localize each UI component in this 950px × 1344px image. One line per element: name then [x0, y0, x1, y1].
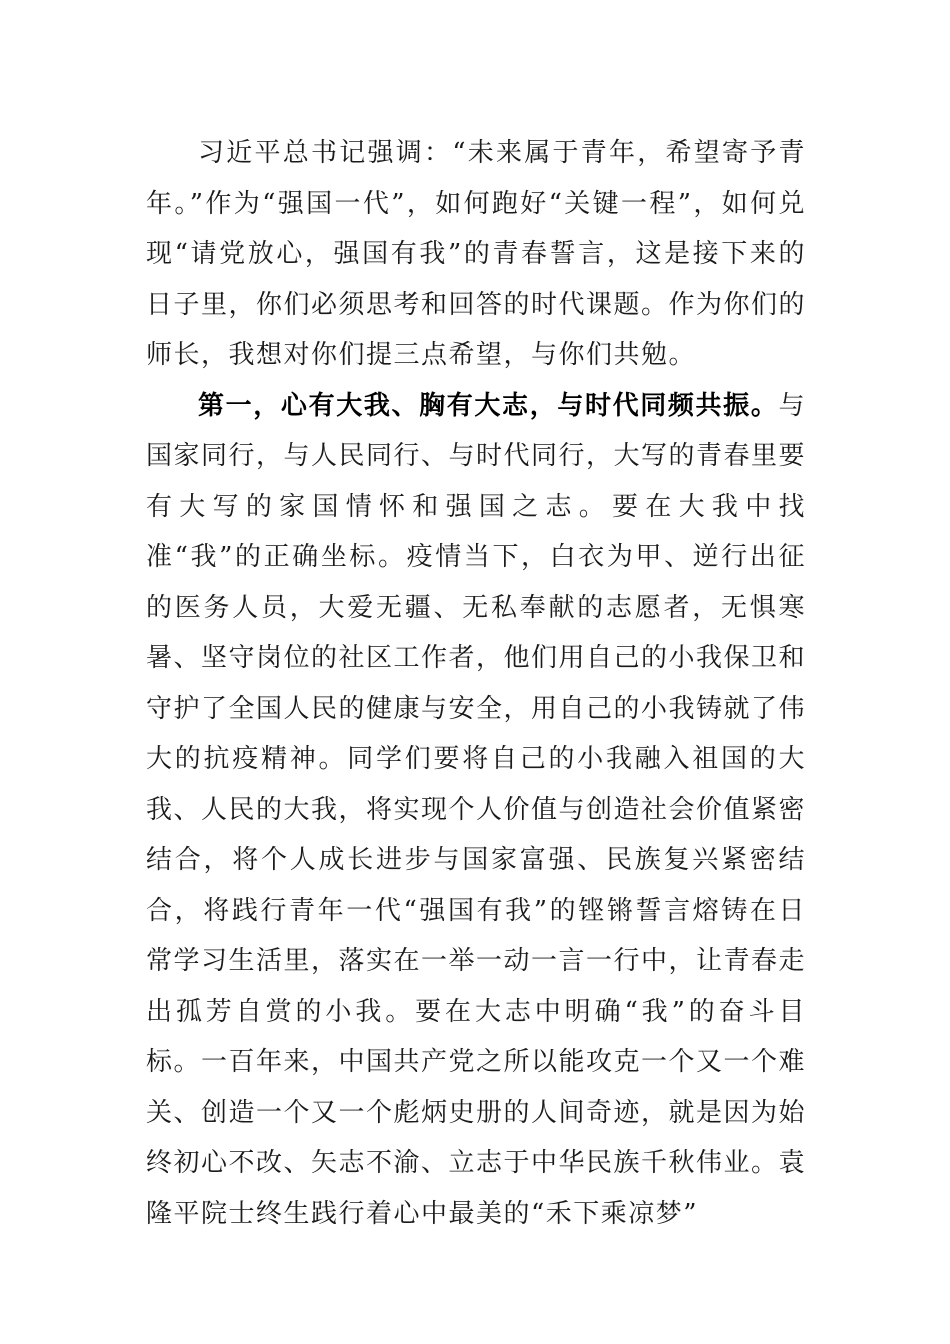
paragraph-first-point: [146, 381, 806, 1240]
paragraph-first-point-text: 与国家同行，与人民同行、与时代同行，大写的青春里要有大写的家国情怀和强国之志。要在大我中找准“我”的正确坐标。疫情当下，白衣为甲、逆行出征的医务人员，大爱无疆、无私奉献的志愿者，无惧寒暑、坚守岗位的社区工作者，他们用自己的小我保卫和守护了全国人民的健康与安全，用自己的小我铸就了伟大的抗疫精神。同学们要将自己的小我融入祖国的大我、人民的大我，将实现个人价值与创造社会价值紧密结合，将个人成长进步与国家富强、民族复兴紧密结合，将践行青年一代“强国有我”的铿锵誓言熔铸在日常学习生活里，落实在一举一动一言一行中，让青春走出孤芳自赏的小我。要在大志中明确“我”的奋斗目标。一百年来，中国共产党之所以能攻克一个又一个难关、创造一个又一个彪炳史册的人间奇迹，就是因为始终初心不改、矢志不渝、立志于中华民族千秋伟业。袁隆平院士终生践行着心中最美的“禾下乘凉梦”: [146, 390, 807, 1229]
paragraph-first-point-heading: 第一，心有大我、胸有大志，与时代同频共振。: [198, 390, 779, 421]
paragraph-intro-text: 习近平总书记强调：“未来属于青年，希望寄予青年。”作为“强国一代”，如何跑好“关键一程”，如何兑现“请党放心，强国有我”的青春誓言，这是接下来的日子里，你们必须思考和回答的时代课题。作为你们的师长，我想对你们提三点希望，与你们共勉。: [146, 138, 807, 370]
paragraph-intro: [146, 128, 806, 381]
document-body: [146, 128, 806, 1239]
